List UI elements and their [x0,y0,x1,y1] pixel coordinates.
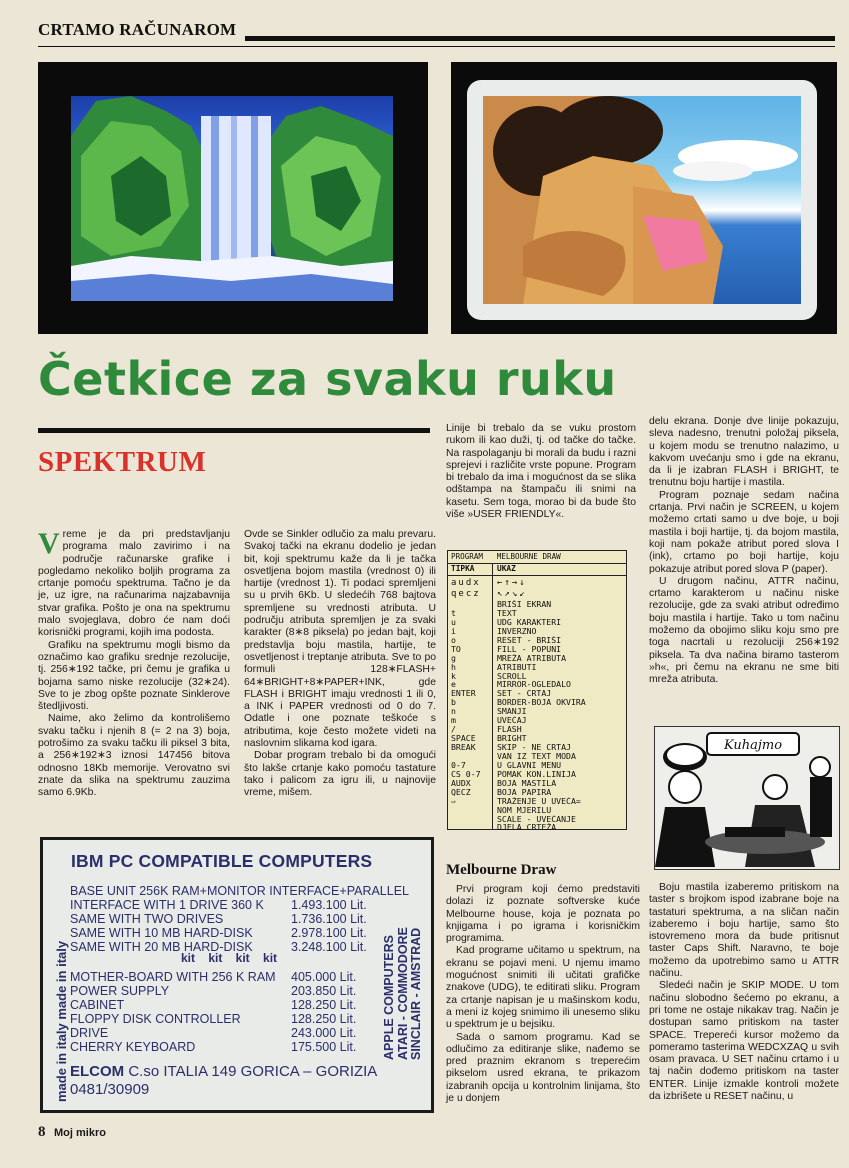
command-description: MIRROR-OGLEDALO [497,680,571,690]
command-description: MREŽA ATRIBUTA [497,653,567,663]
paragraph: Grafiku na spektrumu mogli bismo da označimo kao grafiku srednje rezolucije, tj. 256∗192 tačke, pri čemu je grafika u bojama samo niske rezolucije (32∗24). Sve to je zbog opšte poznate Sinklerove štedljivosti. [38,639,230,713]
column-2 [244,529,436,800]
magazine-name: Moj mikro [54,1127,106,1139]
ad-vertical-text: made in italy made in italy [54,940,69,1102]
paragraph: delu ekrana. Donje dve linije pokazuju, sleva nadesno, trenutni položaj piksela, u kojem modu se trenutno nalazimo, u kakvom uvećanju smo i gde na ekranu, da li je izabran FLASH i BRIGHT, te trenutnu boju hartije i mastila. [649,416,839,489]
title-rule [38,428,430,433]
command-description: SET - CRTAJ [497,689,552,699]
command-description: SKIP - NE CRTAJ [497,743,571,752]
command-description: VAN IZ TEXT MODA [497,751,576,761]
ad-product: SAME WITH 20 MB HARD-DISK [70,940,253,954]
column-4 [649,416,839,687]
drop-cap: V [38,527,60,560]
key-cell [451,752,492,761]
command-description: TRAŽENJE U UVEĆA= [497,796,581,806]
command-description: UDG KARAKTERI [497,617,562,627]
ad-product: SAME WITH TWO DRIVES [70,912,224,926]
ad-kit-label: kit kit kit kit [181,951,278,965]
command-description: BRIGHT [497,734,527,743]
ad-phone: 0481/30909 [70,1081,150,1098]
command-description: SCALE - UVEĆANJE [497,814,576,824]
section-heading: CRTAMO RAČUNAROM [38,20,237,39]
key-cell: ENTER [451,689,476,699]
keys-table-title: PROGRAM MELBOURNE DRAW [448,551,626,564]
command-description: BOJA MASTILA [497,778,557,788]
command-description: ATRIBUTI [497,662,537,672]
ad-price: 128.250 Lit. [291,998,357,1012]
page-number: 8 [38,1124,46,1140]
subheading-melbourne-draw: Melbourne Draw [446,862,557,878]
paragraph: Ovde se Sinkler odlučio za malu prevaru. Svakoj tački na ekranu dodelio je jedan bit, koji spektrumu kaže da li je tačka osvetljena bojom mastila (vrednost 0) ili hartije (vrednost 1). Ti podaci spremljeni su u prvih 6Kb. U sledećih 768 bajtova spremljene su vrednosti atributa. U području atributa spremljen je za svaki karakter (8∗8 piksela) po jedan bajt, koji predstavlja boju mastila, hartije, te osvetljenost i treptanje atributa. Sve to po formuli 128∗FLASH+ 64∗BRIGHT+8∗PAPER+INK, gde FLASH i BRIGHT imaju vrednosti 1 ili 0, a INK i PAPER vrednosti od 0 do 7. Odatle i one poznate teškoće s atributima, koje često možete videti na naslovnim slikama kod igara. [244,529,436,750]
rubric-spektrum: SPEKTRUM [38,446,207,478]
kuhajmo-sign: Kuhajmo [723,738,783,753]
ad-product: CABINET [70,998,125,1012]
column-3-bottom [446,884,640,1105]
column-3 [446,423,636,521]
paragraph: Dobar program trebalo bi da omogući što lakše crtanje kako pomoću tastature tako i palicom za igru ili, u najnovije vreme, mišem. [244,750,436,799]
elcom-advertisement [40,837,434,1113]
key-cell: AUDX [451,778,471,788]
command-description: DJELA CRTEŽA [497,823,557,833]
command-description: SMANJI [497,707,527,717]
ad-title: IBM PC COMPATIBLE COMPUTERS [71,851,373,871]
ad-contact [70,1063,377,1099]
paragraph: Sledeći način je SKIP MODE. U tom načinu slobodno šećemo po ekranu, a pri tome ne ostaje nikakav trag. Način je dostupan samo pritiskom na taster SPACE. Trepereći kursor možemo da pomeramo tasterima WEDCXZAQ u svih osam pravaca. U SET načinu crtamo i u taj način dođemo pritiskom na taster ENTER. Linije izmakle kontroli možete da izbrišete u RESET načinu, u [649,980,839,1103]
paragraph: Boju mastila izaberemo pritiskom na taster s brojkom ispod izabrane boje na tastaturi spektruma, a na sličan način izaberemo i boju hartije, samo što istovremeno mora da bude pritisnut taster Caps Shift. Naravno, te boje možemo da upotrebimo samo u ATTR načinu. [649,882,839,980]
key-cell [451,600,492,609]
key-cell: g [451,653,456,663]
kuhajmo-illustration [654,726,840,870]
ad-company: ELCOM [70,1063,125,1080]
command-description: RESET - BRIŠI [497,635,562,645]
kiss-screenshot [451,62,837,334]
ad-price: 3.248.100 Lit. [291,940,367,954]
paragraph: Vreme je da pri predstavljanju programa malo zavirimo i na područje računarske grafike i pogledamo nekoliko boljih programa za crtanje pomoću spektruma. Tačno je da je, uz igre, na računarima najzabavnija stvar grafika. Pošto je ona na spektrumu malo svojeglava, dobro će nam doći korisnički programi, kojih ima podosta. [38,527,230,639]
command-description: TEXT [497,608,517,618]
keys-column [448,576,493,829]
command-description: FLASH [497,725,522,735]
paragraph: Kad programe učitamo u spektrum, na ekranu se pojavi meni. U njemu imamo mogućnost snimiti ili učitati grafičke znakove (UDG), te editirati sliku. Program za crtanje napisan je u mašinskom kodu, a meni iz kojeg snimimo ili unesemo sliku u spektrum je u bejsiku. [446,945,640,1031]
ad-product: INTERFACE WITH 1 DRIVE 360 K [70,898,264,912]
command-description: U GLAVNI MENU [497,760,562,770]
waterfall-screenshot [38,62,428,334]
paragraph: U drugom načinu, ATTR načinu, crtamo karakterom u načinu niske rezolucije, gde za svaki atribut određimo boju mastila i hartije. Tako u tom načinu možemo da obojimo sliku koju smo pre toga nacrtali u rezoluciji 256∗192 piksela. Ta dva načina biramo tasterom »h«, pri čemu na ekranu ne sme biti mreža atributa. [649,575,839,686]
ad-price: 2.978.100 Lit. [291,926,367,940]
key-cell: CS 0-7 [451,769,481,779]
key-cell: QECZ [451,787,471,797]
ad-product: SAME WITH 10 MB HARD-DISK [70,926,253,940]
command-description: POMAK KON.LINIJA [497,769,576,779]
keys-table [447,550,627,833]
key-cell: h [451,662,456,672]
ad-product: POWER SUPPLY [70,984,170,998]
paragraph: Prvi program koji ćemo predstaviti dolazi iz poznate softverske kuće Melbourne house, koja je poznata po knjigama i po igrama i korisničkim programima. [446,884,640,945]
key-cell: TO [451,644,461,654]
command-description: UVEĆAJ [497,716,527,726]
paragraph: Program poznaje sedam načina crtanja. Prvi način je SCREEN, u kojem možemo crtati samo u dve boje, u boji mastila i boji hartije, tj. da bojom mastila, koji nam pokaže atribut pored slova I (ink), crtamo po boji hartije, koju pokazuje atribut pored slova P (paper). [649,489,839,575]
ad-price: 1.736.100 Lit. [291,912,367,926]
article-title: Četkice za svaku ruku [38,352,617,406]
key-cell: BREAK [451,743,476,752]
column-1 [38,529,230,800]
command-description: BORDER-BOJA OKVIRA [497,698,586,708]
command-description: SCROLL [497,671,527,681]
paragraph: Linije bi trebalo da se vuku prostom rukom ili kao duži, tj. od tačke do tačke. Na raspolaganju bi morali da budu i razni sprejevi i različite vrste popune. Program bi trebalo da ima i mogućnost da se slika odštampa na štampaču ili snimi na kasetu. Sem toga, morao bi da bude što više »USER FRIENDLY«. [446,423,636,521]
header-rule-thin [38,46,835,47]
command-description: FILL - POPUNI [497,644,562,654]
ad-product: DRIVE [70,1026,109,1040]
ad-price: 128.250 Lit. [291,1012,357,1026]
paragraph: Naime, ako želimo da kontrolišemo svaku tačku i njenih 8 (= 2 na 3) boja, potrošimo za svaku tačku ili piksel 3 bita, a 256∗192∗3 iznosi 147456 bitova odnosno 18Kb memorije. Verovatno svi znate da slika na spektrumu zauzima samo 6.9Kb. [38,713,230,799]
key-cell: o [451,635,456,645]
key-cell: i [451,626,456,636]
command-description: INVERZNO [497,626,537,636]
ad-product: MOTHER-BOARD WITH 256 K RAM [70,970,276,984]
ad-product: CHERRY KEYBOARD [70,1040,196,1054]
ad-price: 1.493.100 Lit. [291,898,367,912]
paragraph: Sada o samom programu. Kad se odlučimo za editiranje slike, nađemo se pred praznim ekranom s treperećim pikselom usred ekrana, te prikazom izabranih opcija u kontrolnim linijama, što je u donjem [446,1031,640,1105]
description-column [493,576,626,833]
key-cell: m [451,716,456,726]
ad-address: C.so ITALIA 149 GORICA – GORIZIA [128,1063,378,1080]
key-cell: n [451,707,456,717]
key-cell: t [451,608,456,618]
ad-price: 405.000 Lit. [291,970,357,984]
key-cell: ⇨ [451,796,456,806]
key-cell: e [451,680,456,690]
ad-product: FLOPPY DISK CONTROLLER [70,1012,241,1026]
ad-price: 175.500 Lit. [291,1040,357,1054]
command-description: BOJA PAPIRA [497,787,552,797]
keys-table-header: TIPKA UKAZ [448,564,626,576]
header-rule [245,36,835,41]
command-description: NOM MJERILU [497,805,552,815]
arrow-glyphs: ←↑→↓ [497,578,527,588]
ad-price: 243.000 Lit. [291,1026,357,1040]
key-cell: / [451,725,456,735]
key-cell: qecz [451,589,481,599]
kiss-image [483,96,801,304]
key-cell: b [451,698,456,708]
ad-brands: APPLE COMPUTERS ATARI - COMMODORE SINCLAIR - AMSTRAD [382,927,423,1060]
arrow-glyphs: ↖↗↘↙ [497,589,527,599]
key-cell: k [451,671,456,681]
key-cell: SPACE [451,734,476,743]
command-description: BRIŠI EKRAN [497,600,552,609]
column-4-bottom [649,882,839,1103]
ad-price: 203.850 Lit. [291,984,357,998]
key-cell: audx [451,578,481,588]
key-cell: 0-7 [451,760,466,770]
waterfall-image [71,96,393,301]
key-cell: u [451,617,456,627]
ad-product: BASE UNIT 256K RAM+MONITOR INTERFACE+PARALLEL [70,884,409,898]
